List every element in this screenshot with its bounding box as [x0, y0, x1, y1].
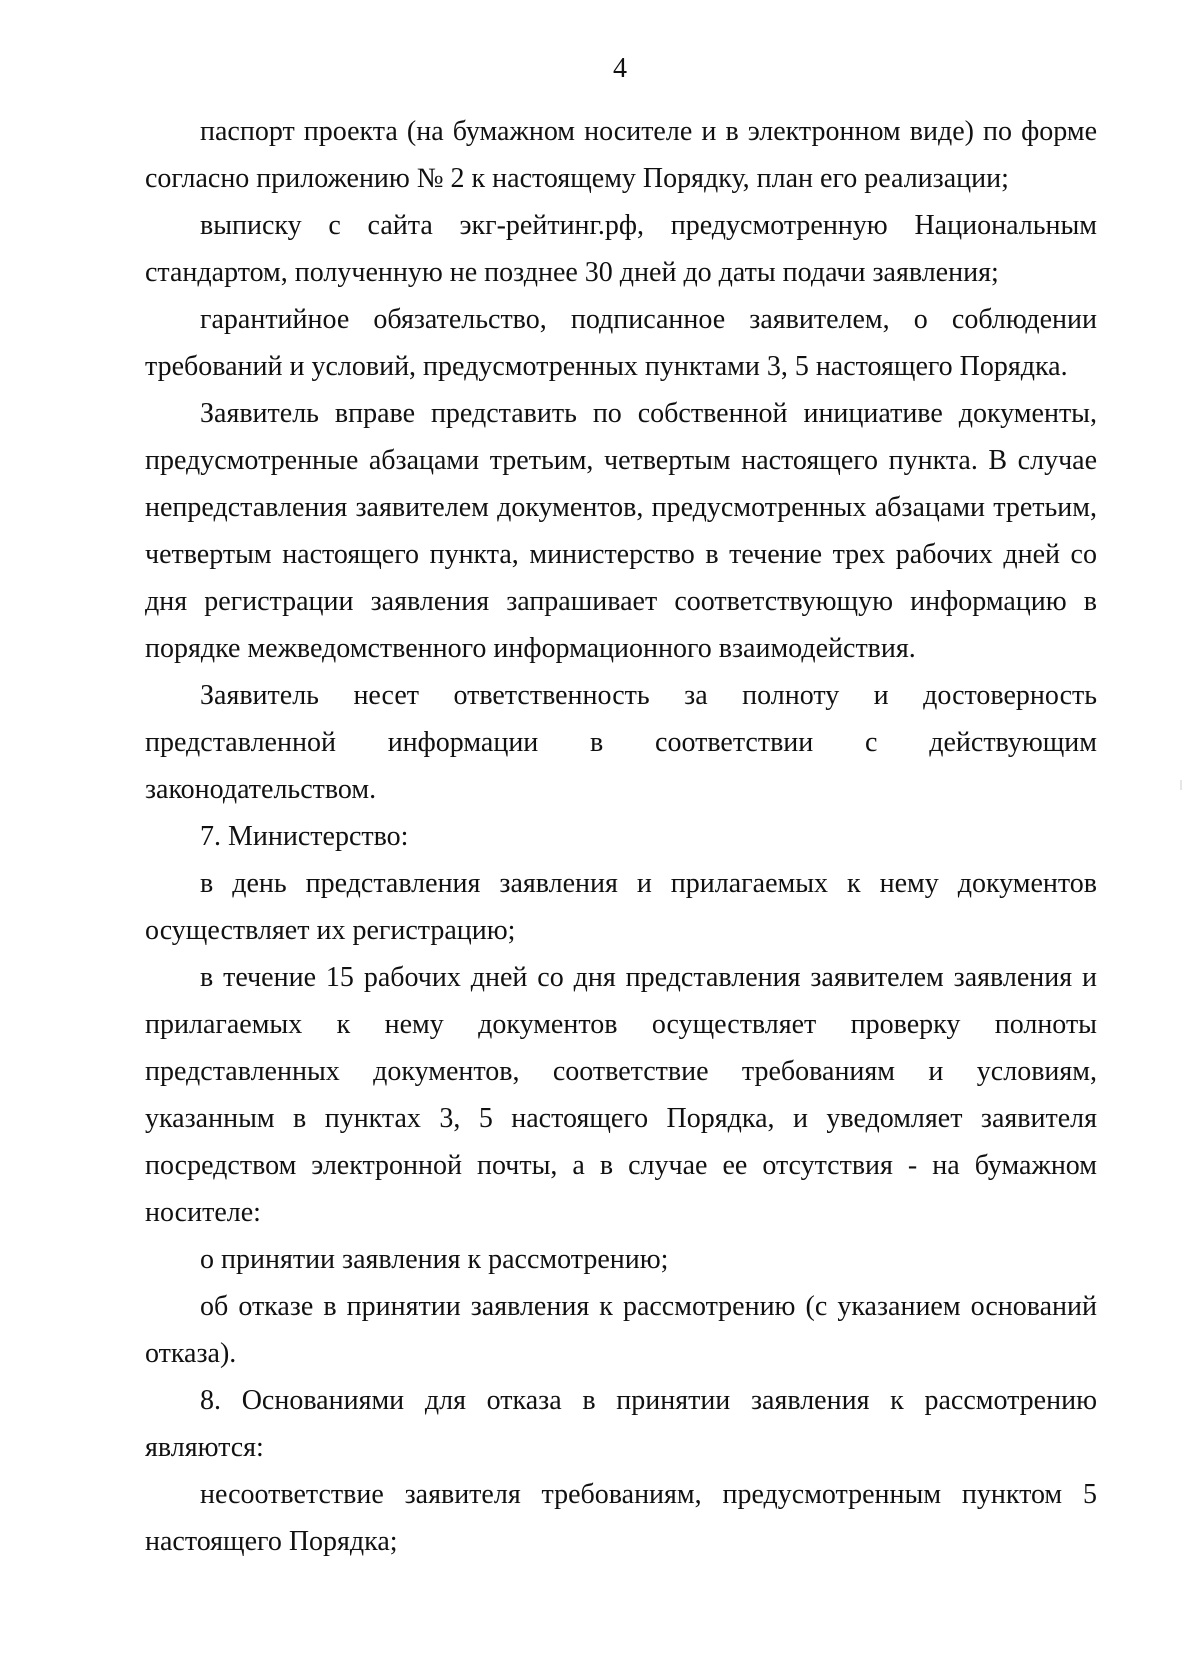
paragraph-project-passport: паспорт проекта (на бумажном носителе и в электронном виде) по форме согласно приложению № 2 к настоящему Порядку, план его реализации; [145, 116, 1097, 194]
paragraph-applicant-responsibility: Заявитель несет ответственность за полноту и достоверность представленной информации в соответствии с действующим законодательством. [145, 680, 1097, 805]
paragraph-section-7-heading: 7. Министерство: [200, 821, 409, 852]
document-body [145, 108, 1097, 1565]
paragraph-acceptance: о принятии заявления к рассмотрению; [200, 1244, 669, 1275]
paragraph-applicant-right: Заявитель вправе представить по собственной инициативе документы, предусмотренные абзацами третьим, четвертым настоящего пункта. В случае непредставления заявителем документов, предусмотренных абзацами третьим, четвертым настоящего пункта, министерство в течение трех рабочих дней со дня регистрации заявления запрашивает соответствующую информацию в порядке межведомственного информационного взаимодействия. [145, 398, 1097, 664]
paragraph-registration: в день представления заявления и прилагаемых к нему документов осуществляет их регистрацию; [145, 868, 1097, 946]
paragraph-rating-extract: выписку с сайта экг-рейтинг.рф, предусмотренную Национальным стандартом, полученную не позднее 30 дней до даты подачи заявления; [145, 210, 1097, 288]
paragraph-review-period: в течение 15 рабочих дней со дня представления заявителем заявления и прилагаемых к нему документов осуществляет проверку полноты представленных документов, соответствие требованиям и условиям, указанным в пунктах 3, 5 настоящего Порядка, и уведомляет заявителя посредством электронной почты, а в случае ее отсутствия - на бумажном носителе: [145, 962, 1097, 1228]
page-number: 4 [613, 53, 627, 84]
paragraph-refusal: об отказе в принятии заявления к рассмотрению (с указанием оснований отказа). [145, 1291, 1097, 1369]
paragraph-section-8-heading: 8. Основаниями для отказа в принятии заявления к рассмотрению являются: [145, 1385, 1097, 1463]
paragraph-guarantee-obligation: гарантийное обязательство, подписанное заявителем, о соблюдении требований и условий, предусмотренных пунктами 3, 5 настоящего Порядка. [145, 304, 1097, 382]
scan-artifact [1180, 780, 1182, 790]
paragraph-noncompliance: несоответствие заявителя требованиям, предусмотренным пунктом 5 настоящего Порядка; [145, 1479, 1097, 1557]
